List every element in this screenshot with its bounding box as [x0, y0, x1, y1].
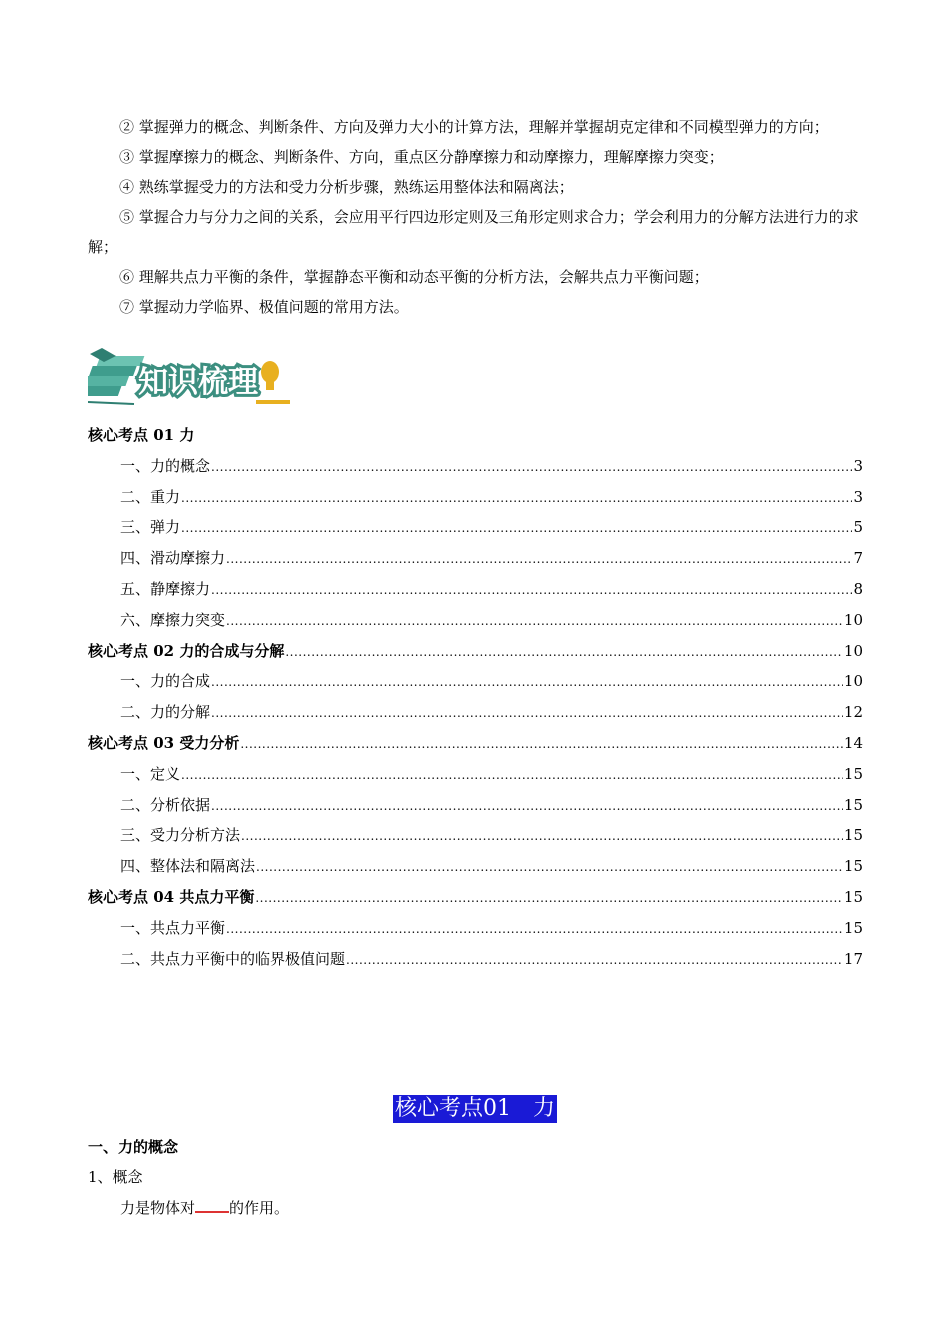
toc-entry-title: 二、力的分解 — [120, 703, 211, 722]
toc-entry-title: 核心考点 01 力 — [88, 426, 195, 444]
toc-section-entry[interactable] — [88, 574, 863, 605]
toc-leader-dots — [255, 883, 843, 914]
table-of-contents — [88, 420, 863, 974]
toc-section-entry[interactable] — [88, 605, 863, 636]
toc-entry-title: 一、力的合成 — [120, 672, 211, 691]
toc-page-number: 14 — [843, 733, 863, 752]
toc-page-number: 8 — [853, 579, 863, 598]
body-paragraph — [120, 1193, 289, 1222]
knowledge-banner — [88, 346, 298, 410]
objective-item: ⑦ 掌握动力学临界、极值问题的常用方法。 — [119, 298, 409, 316]
toc-leader-dots — [181, 513, 852, 544]
toc-leader-dots — [285, 637, 843, 668]
toc-page-number: 15 — [843, 764, 863, 783]
toc-page-number: 7 — [853, 549, 863, 568]
toc-section-entry[interactable] — [88, 851, 863, 882]
toc-entry-title: 一、力的概念 — [120, 456, 211, 475]
toc-section-entry[interactable] — [88, 697, 863, 728]
toc-section-entry[interactable] — [88, 512, 863, 543]
toc-page-number: 10 — [843, 672, 863, 691]
toc-page-number: 3 — [853, 456, 863, 475]
toc-page-number: 12 — [843, 703, 863, 722]
toc-page-number: 15 — [843, 918, 863, 937]
toc-entry-title: 三、受力分析方法 — [120, 826, 241, 845]
toc-leader-dots — [211, 698, 843, 729]
bulb-icon — [256, 361, 290, 404]
toc-leader-dots — [226, 606, 843, 637]
toc-leader-dots — [211, 452, 852, 483]
toc-leader-dots — [256, 852, 843, 883]
toc-page-number: 15 — [843, 887, 863, 906]
section-title — [0, 1095, 950, 1123]
toc-entry-title: 核心考点 03 受力分析 — [88, 733, 240, 752]
toc-leader-dots — [211, 791, 843, 822]
toc-leader-dots — [181, 483, 852, 514]
toc-section-entry[interactable] — [88, 451, 863, 482]
toc-page-number: 15 — [843, 795, 863, 814]
toc-entry-title: 核心考点 02 力的合成与分解 — [88, 641, 285, 660]
objective-item: ⑤ 掌握合力与分力之间的关系，会应用平行四边形定则及三角形定则求合力；学会利用力的分解方法进行力的求解； — [88, 208, 859, 256]
body-text-before: 力是物体对 — [120, 1199, 196, 1217]
toc-leader-dots — [346, 945, 843, 976]
objective-item: ⑥ 理解共点力平衡的条件，掌握静态平衡和动态平衡的分析方法，会解共点力平衡问题； — [119, 268, 709, 286]
toc-leader-dots — [226, 544, 852, 575]
toc-leader-dots — [241, 821, 843, 852]
toc-page-number: 10 — [843, 610, 863, 629]
toc-page-number: 17 — [843, 949, 863, 968]
toc-section-entry[interactable] — [88, 482, 863, 513]
toc-page-number: 15 — [843, 826, 863, 845]
toc-section-entry[interactable] — [88, 820, 863, 851]
toc-page-number: 10 — [843, 641, 863, 660]
objective-item: ④ 熟练掌握受力的方法和受力分析步骤，熟练运用整体法和隔离法； — [119, 178, 574, 196]
toc-section-entry[interactable] — [88, 666, 863, 697]
toc-chapter-entry[interactable] — [88, 882, 863, 913]
toc-entry-title: 四、整体法和隔离法 — [120, 857, 256, 876]
toc-entry-title: 四、滑动摩擦力 — [120, 549, 226, 568]
toc-section-entry[interactable] — [88, 790, 863, 821]
toc-chapter-entry[interactable] — [88, 636, 863, 667]
toc-leader-dots — [181, 760, 843, 791]
toc-entry-title: 核心考点 04 共点力平衡 — [88, 887, 255, 906]
fill-in-blank[interactable] — [195, 1193, 229, 1213]
objectives-list — [88, 112, 863, 322]
toc-page-number: 3 — [853, 487, 863, 506]
toc-entry-title: 六、摩擦力突变 — [120, 610, 226, 629]
toc-entry-title: 三、弹力 — [120, 518, 181, 537]
toc-section-entry[interactable] — [88, 944, 863, 975]
toc-leader-dots — [226, 914, 843, 945]
toc-leader-dots — [211, 667, 843, 698]
toc-leader-dots — [211, 575, 852, 606]
toc-entry-title: 一、共点力平衡 — [120, 918, 226, 937]
objective-item: ② 掌握弹力的概念、判断条件、方向及弹力大小的计算方法，理解并掌握胡克定律和不同模型弹力的方向； — [119, 118, 829, 136]
toc-chapter-entry[interactable] — [88, 728, 863, 759]
section-heading: 一、力的概念 — [88, 1138, 179, 1156]
toc-section-entry[interactable] — [88, 759, 863, 790]
books-icon — [88, 346, 298, 410]
toc-leader-dots — [240, 729, 843, 760]
section-title-text: 核心考点01 力 — [395, 1096, 555, 1121]
section-subheading: 1、概念 — [88, 1168, 143, 1186]
body-text-after: 的作用。 — [229, 1199, 290, 1217]
toc-entry-title: 一、定义 — [120, 764, 181, 783]
toc-entry-title: 五、静摩擦力 — [120, 579, 211, 598]
objective-item: ③ 掌握摩擦力的概念、判断条件、方向，重点区分静摩擦力和动摩擦力，理解摩擦力突变； — [119, 148, 724, 166]
toc-chapter-entry[interactable] — [88, 420, 863, 451]
toc-entry-title: 二、共点力平衡中的临界极值问题 — [120, 949, 346, 968]
toc-section-entry[interactable] — [88, 913, 863, 944]
toc-section-entry[interactable] — [88, 543, 863, 574]
banner-title: 知识梳理 — [138, 365, 258, 400]
toc-page-number: 15 — [843, 857, 863, 876]
toc-entry-title: 二、分析依据 — [120, 795, 211, 814]
toc-page-number: 5 — [853, 518, 863, 537]
toc-entry-title: 二、重力 — [120, 487, 181, 506]
